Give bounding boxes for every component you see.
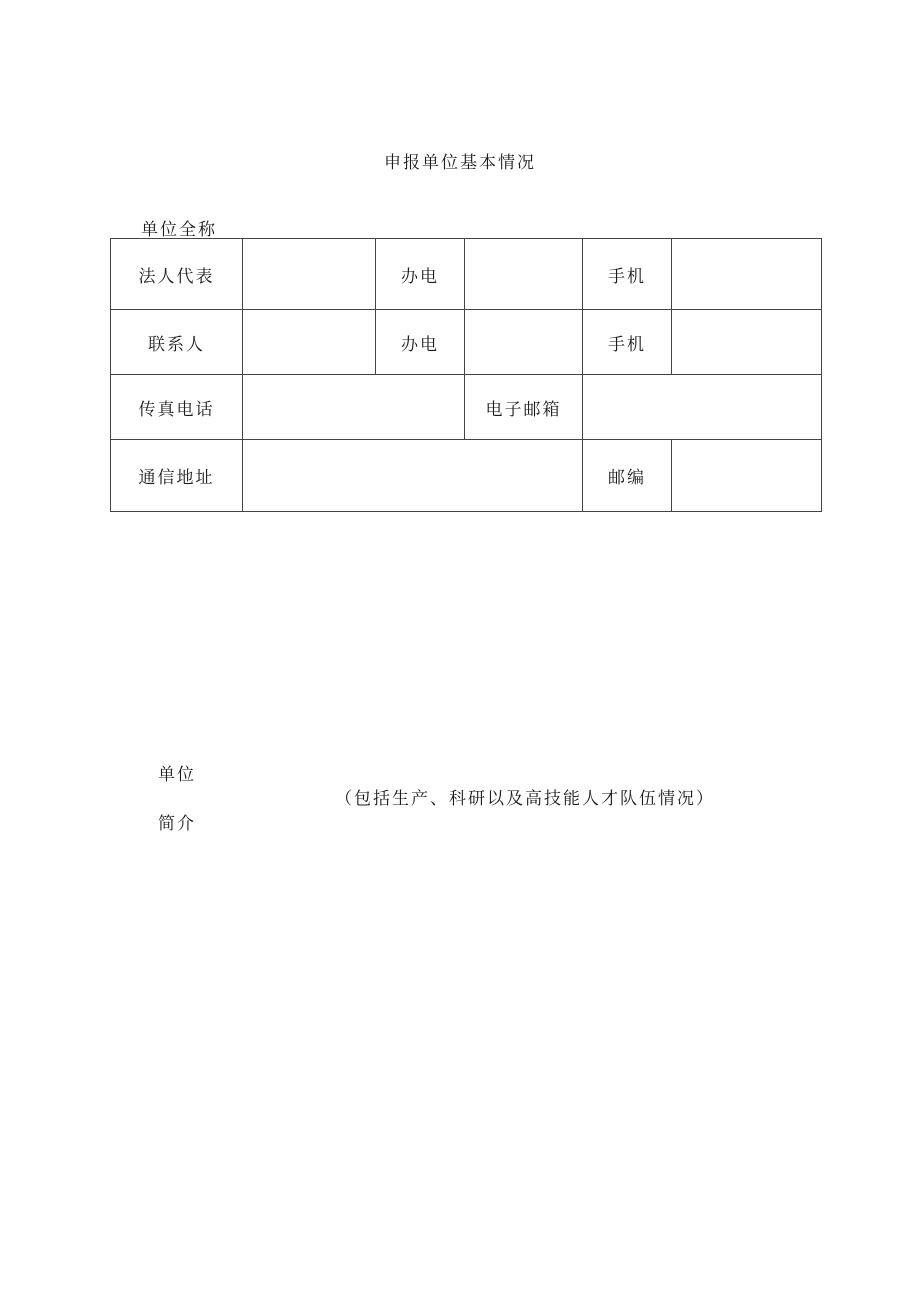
contact-label: 联系人 bbox=[111, 310, 243, 375]
contact-office-phone-label: 办电 bbox=[376, 310, 465, 375]
email-value[interactable] bbox=[583, 375, 822, 440]
office-phone-label: 办电 bbox=[376, 239, 465, 310]
address-value[interactable] bbox=[243, 440, 583, 512]
legal-rep-label: 法人代表 bbox=[111, 239, 243, 310]
contact-office-phone-value[interactable] bbox=[465, 310, 583, 375]
contact-mobile-label: 手机 bbox=[583, 310, 672, 375]
page-title: 申报单位基本情况 bbox=[384, 153, 536, 173]
unit-info-table bbox=[110, 238, 822, 512]
intro-label-line1: 单位 bbox=[158, 765, 196, 785]
office-phone-value[interactable] bbox=[465, 239, 583, 310]
mobile-label: 手机 bbox=[583, 239, 672, 310]
postcode-value[interactable] bbox=[672, 440, 822, 512]
intro-label-line2: 简介 bbox=[158, 814, 196, 834]
unit-full-name-label: 单位全称 bbox=[141, 220, 217, 240]
postcode-label: 邮编 bbox=[583, 440, 672, 512]
legal-rep-value[interactable] bbox=[243, 239, 376, 310]
table-row-contact bbox=[111, 310, 822, 375]
fax-label: 传真电话 bbox=[111, 375, 243, 440]
email-label: 电子邮箱 bbox=[465, 375, 583, 440]
fax-value[interactable] bbox=[243, 375, 465, 440]
mobile-value[interactable] bbox=[672, 239, 822, 310]
table-row-fax-email bbox=[111, 375, 822, 440]
table-row-address bbox=[111, 440, 822, 512]
contact-mobile-value[interactable] bbox=[672, 310, 822, 375]
contact-value[interactable] bbox=[243, 310, 376, 375]
address-label: 通信地址 bbox=[111, 440, 243, 512]
intro-note: （包括生产、科研以及高技能人才队伍情况） bbox=[335, 789, 715, 809]
table-row-legal-rep bbox=[111, 239, 822, 310]
